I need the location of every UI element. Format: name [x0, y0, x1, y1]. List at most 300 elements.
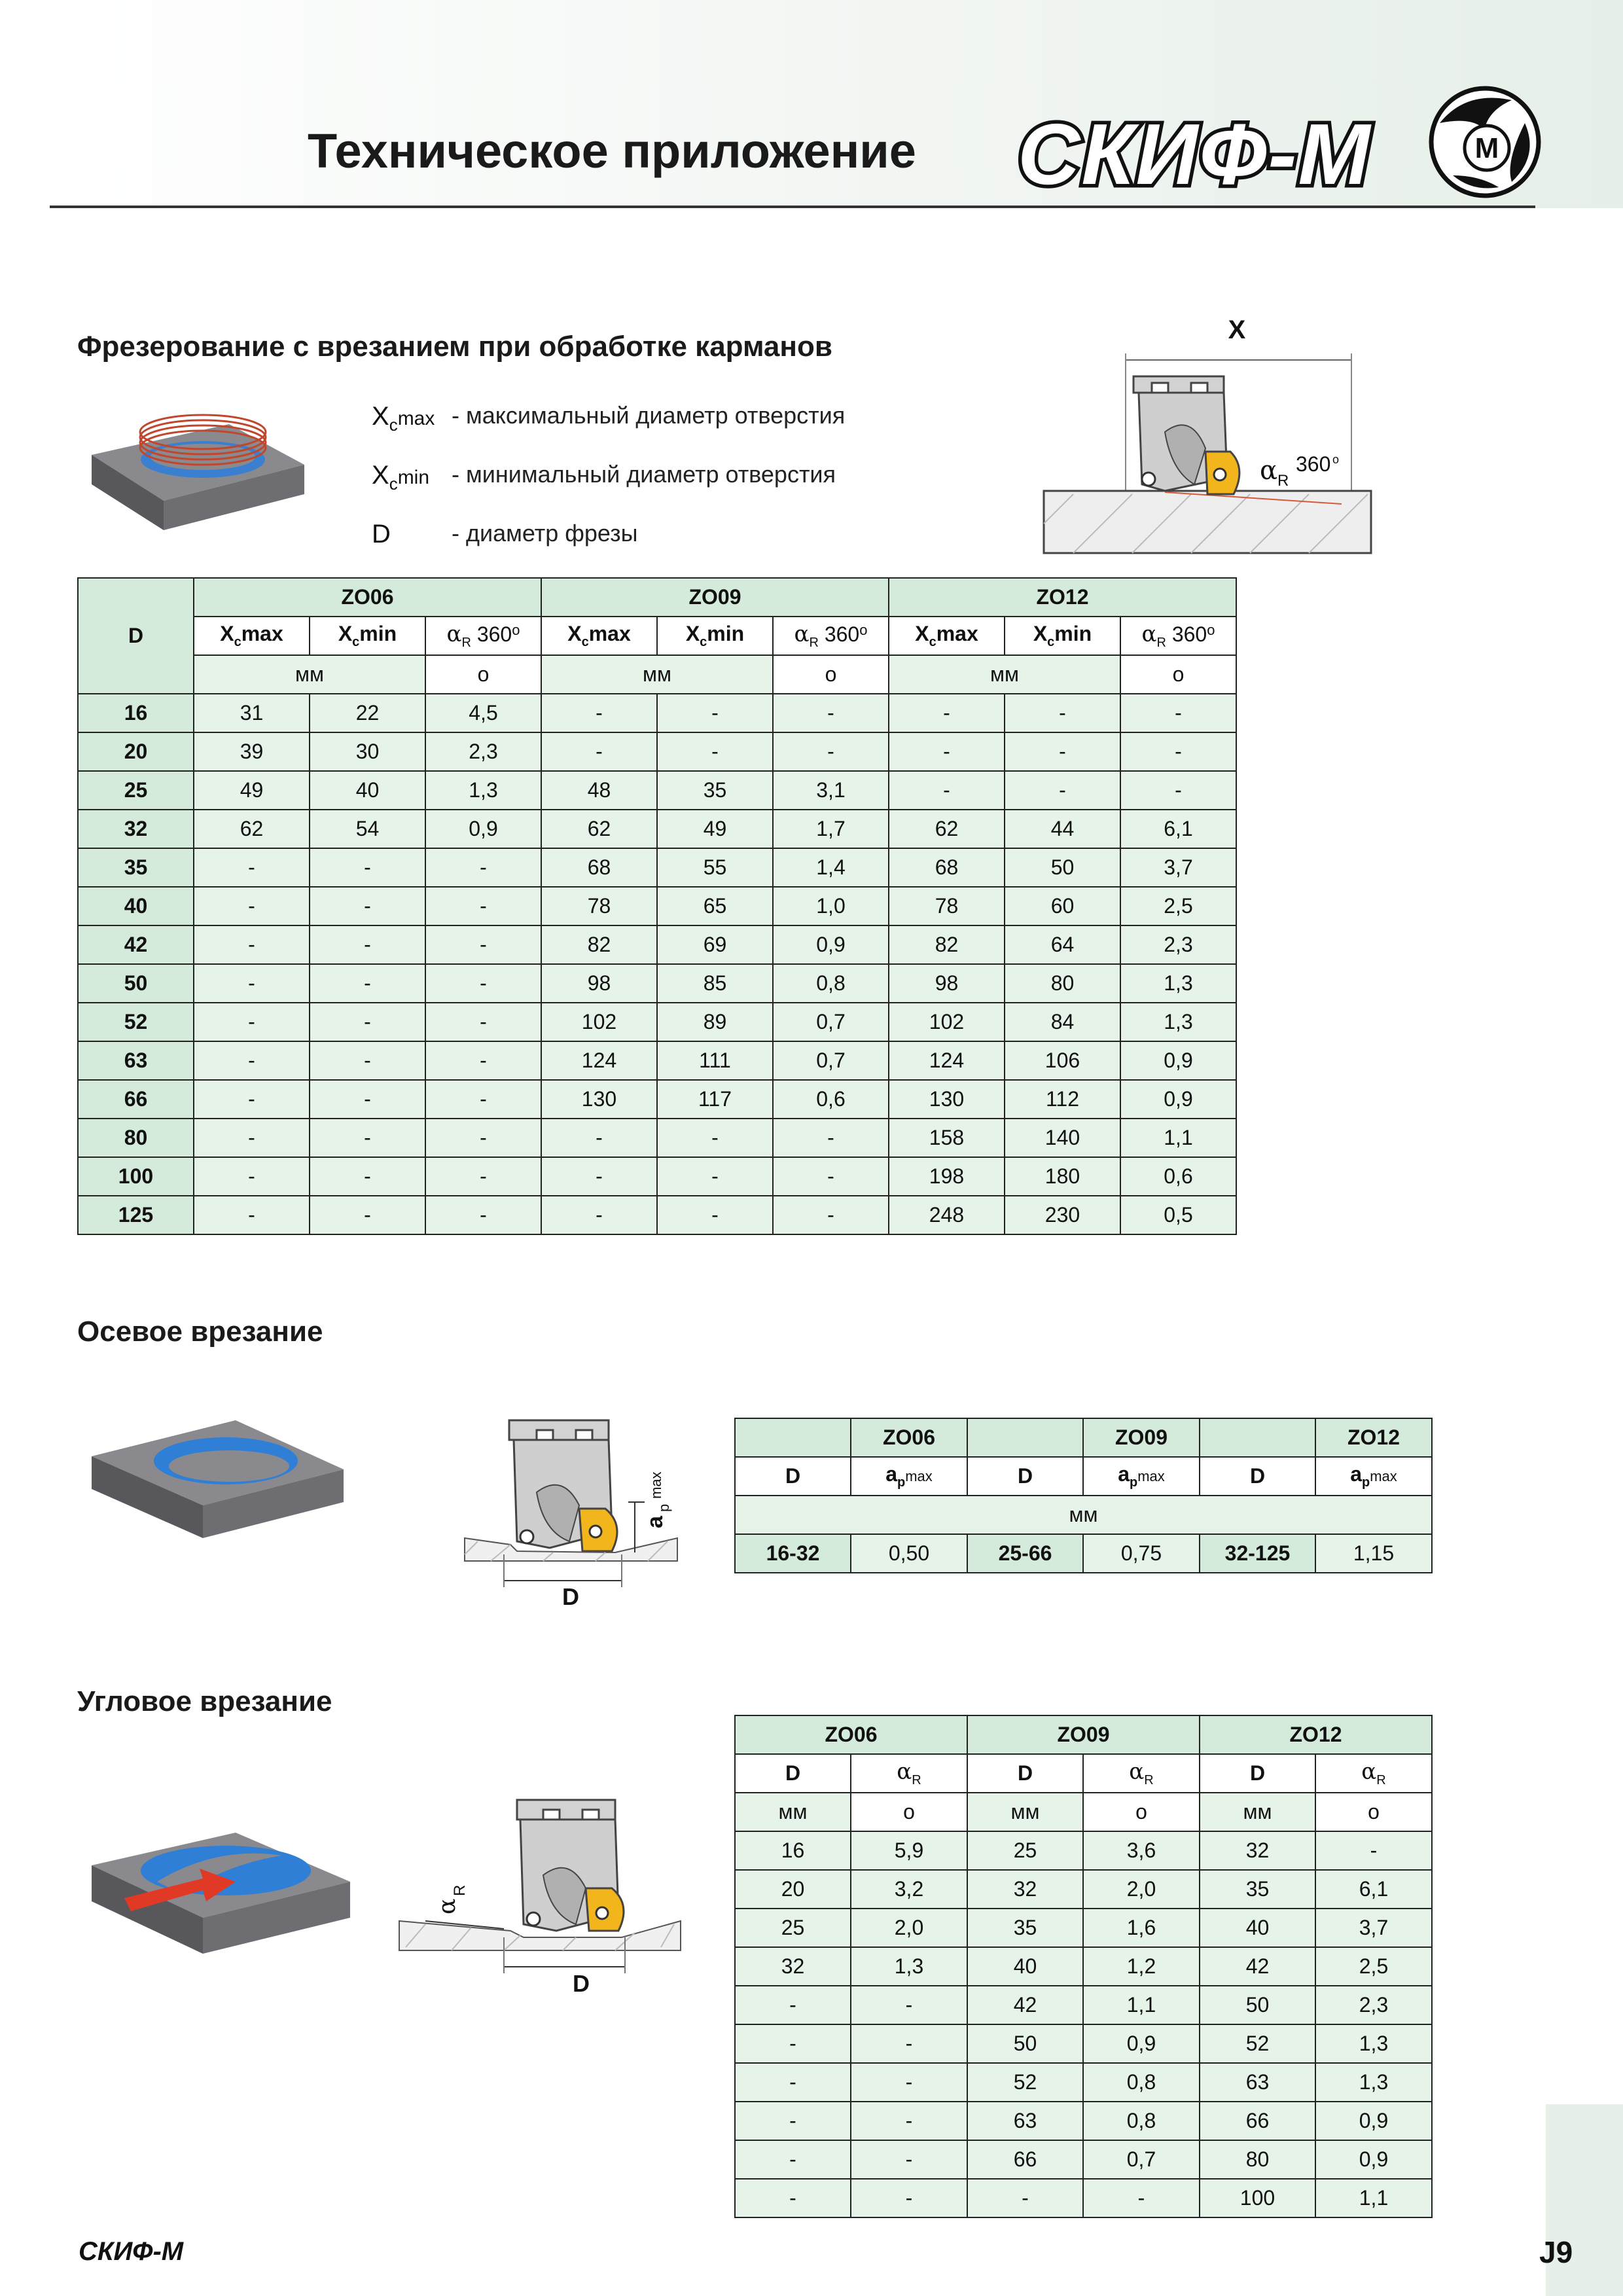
table1-cell: - — [889, 732, 1005, 771]
table2-group-zo06: ZO06 — [851, 1418, 967, 1457]
table1-cell: 230 — [1005, 1196, 1120, 1234]
table3-cell: 25 — [967, 1831, 1083, 1870]
section1-title: Фрезерование с врезанием при обработке карманов — [77, 331, 832, 363]
table1-cell: 48 — [541, 771, 657, 810]
table3-group-zo09: ZO09 — [967, 1715, 1200, 1754]
table2-unit: мм — [735, 1496, 1432, 1534]
table3-cell: 2,0 — [1083, 1870, 1200, 1909]
diagram-d-label: D — [562, 1583, 579, 1610]
table1-col-xcmin: $X_c\min$ — [1005, 617, 1120, 655]
table3-cell: 1,3 — [851, 1947, 967, 1986]
page-title: Техническое приложение — [308, 124, 916, 178]
page-number: J9 — [1539, 2235, 1573, 2269]
table1-cell: - — [1005, 694, 1120, 732]
table2-col-d: D — [967, 1457, 1083, 1496]
table1-cell: - — [773, 732, 889, 771]
table1-cell: - — [310, 1080, 425, 1119]
table1-cell: 84 — [1005, 1003, 1120, 1041]
table1-cell: 102 — [541, 1003, 657, 1041]
table1-cell: 3,7 — [1120, 848, 1236, 887]
table1-cell: 62 — [194, 810, 310, 848]
ramp-entry-table — [734, 1715, 1433, 2218]
table3-unit-deg: o — [851, 1793, 967, 1831]
table1-row-d: 35 — [78, 848, 194, 887]
table1-cell: - — [194, 848, 310, 887]
table1-cell: 0,6 — [773, 1080, 889, 1119]
logo-emblem-icon — [1427, 84, 1543, 200]
logo-text: СКИФ-М — [1018, 106, 1372, 202]
ramp-cutter-diagram — [393, 1790, 700, 2000]
table1-row-d: 25 — [78, 771, 194, 810]
table1-cell: 1,3 — [1120, 1003, 1236, 1041]
legend-xcmin-symbol: $X_c\min$ — [372, 461, 430, 493]
table1-cell: - — [194, 1080, 310, 1119]
svg-text:max: max — [648, 1471, 664, 1499]
table3-col-alpha: $\alpha_R$ — [1315, 1754, 1432, 1793]
table1-cell: - — [194, 1003, 310, 1041]
table1-cell: - — [541, 732, 657, 771]
table1-cell: 130 — [541, 1080, 657, 1119]
table1-cell: - — [425, 1041, 541, 1080]
table1-cell: - — [194, 1041, 310, 1080]
table3-col-d: D — [735, 1754, 851, 1793]
table1-cell: 0,5 — [1120, 1196, 1236, 1234]
table1-cell: 0,9 — [425, 810, 541, 848]
table1-cell: 62 — [889, 810, 1005, 848]
table1-cell: - — [889, 771, 1005, 810]
table1-cell: 0,9 — [1120, 1041, 1236, 1080]
table1-row — [78, 1196, 1236, 1234]
table1-cell: 60 — [1005, 887, 1120, 925]
table1-row — [78, 1080, 1236, 1119]
table1-cell: - — [657, 1196, 773, 1234]
table3-unit-mm: мм — [967, 1793, 1083, 1831]
table3-cell: 1,3 — [1315, 2024, 1432, 2063]
table1-row-d: 32 — [78, 810, 194, 848]
table3-cell: 1,3 — [1315, 2063, 1432, 2102]
table2-cell: 0,75 — [1083, 1534, 1200, 1573]
pocket-block-illustration — [85, 393, 308, 533]
svg-text:R: R — [451, 1884, 469, 1896]
table1-cell: 1,4 — [773, 848, 889, 887]
table1-row-d: 40 — [78, 887, 194, 925]
logo-letter: М — [1474, 132, 1499, 164]
table3-cell: 80 — [1200, 2140, 1315, 2179]
table1-cell: - — [310, 1119, 425, 1157]
table1-cell: 117 — [657, 1080, 773, 1119]
legend-xcmax-text: - максимальный диаметр отверстия — [452, 402, 846, 429]
table3-cell: 35 — [1200, 1870, 1315, 1909]
table3-group-zo06: ZO06 — [735, 1715, 967, 1754]
table3-cell: 3,2 — [851, 1870, 967, 1909]
table1-cell: - — [310, 1041, 425, 1080]
table3-col-d: D — [1200, 1754, 1315, 1793]
table1-cell: - — [1005, 771, 1120, 810]
table1-col-xcmax: $X_c\max$ — [194, 617, 310, 655]
table1-cell: - — [657, 732, 773, 771]
table1-group-zo09: ZO09 — [541, 578, 889, 617]
table1-row-d: 63 — [78, 1041, 194, 1080]
table3-cell: 50 — [1200, 1986, 1315, 2024]
table1-cell: - — [194, 1119, 310, 1157]
table1-cell: - — [194, 1157, 310, 1196]
table3-cell: - — [851, 2102, 967, 2140]
table1-group-zo12: ZO12 — [889, 578, 1236, 617]
table2-col-apmax: $a_p\max$ — [1083, 1457, 1200, 1496]
table1-row-d: 20 — [78, 732, 194, 771]
table3-cell: 20 — [735, 1870, 851, 1909]
table1-cell: - — [194, 887, 310, 925]
table1-cell: 22 — [310, 694, 425, 732]
table1-cell: 40 — [310, 771, 425, 810]
legend-d-text: - диаметр фрезы — [452, 520, 638, 547]
table1-cell: 2,3 — [425, 732, 541, 771]
table3-cell: 2,3 — [1315, 1986, 1432, 2024]
svg-text:o: o — [1332, 453, 1340, 466]
axial-block-illustration — [85, 1407, 347, 1541]
table2-col-apmax: $a_p\max$ — [851, 1457, 967, 1496]
table1-cell: 69 — [657, 925, 773, 964]
table3-cell: 66 — [1200, 2102, 1315, 2140]
svg-text:R: R — [1277, 472, 1289, 490]
table3-unit-deg: o — [1083, 1793, 1200, 1831]
table1-cell: 3,1 — [773, 771, 889, 810]
table3-cell: - — [735, 2102, 851, 2140]
table1-cell: - — [657, 1157, 773, 1196]
table1-cell: - — [425, 1080, 541, 1119]
table1-cell: 50 — [1005, 848, 1120, 887]
table3-cell: - — [851, 2063, 967, 2102]
table1-cell: 0,8 — [773, 964, 889, 1003]
table3-cell: 6,1 — [1315, 1870, 1432, 1909]
table1-body — [78, 694, 1236, 1234]
table1-unit-deg: o — [1120, 655, 1236, 694]
table1-cell: - — [773, 1196, 889, 1234]
table3-cell: - — [1083, 2179, 1200, 2217]
table1-row-d: 52 — [78, 1003, 194, 1041]
table3-cell: 2,5 — [1315, 1947, 1432, 1986]
table3-cell: 3,6 — [1083, 1831, 1200, 1870]
table3-row — [735, 2179, 1432, 2217]
table1-col-alpha: $\alpha_R$ 360$^o$ — [425, 617, 541, 655]
table3-cell: - — [851, 1986, 967, 2024]
table3-unit-deg: o — [1315, 1793, 1432, 1831]
table1-cell: - — [773, 1157, 889, 1196]
table1-cell: 124 — [889, 1041, 1005, 1080]
footer-brand: СКИФ-М — [79, 2237, 184, 2266]
table1-cell: 85 — [657, 964, 773, 1003]
table1-cell: - — [425, 887, 541, 925]
table1-cell: - — [773, 1119, 889, 1157]
table1-col-xcmax: $X_c\max$ — [541, 617, 657, 655]
table1-d-header: D — [78, 578, 194, 694]
table1-row-d: 80 — [78, 1119, 194, 1157]
table1-row — [78, 887, 1236, 925]
table3-row — [735, 2024, 1432, 2063]
table1-cell: - — [889, 694, 1005, 732]
table3-cell: 40 — [1200, 1909, 1315, 1947]
table1-cell: 80 — [1005, 964, 1120, 1003]
table1-col-alpha: $\alpha_R$ 360$^o$ — [1120, 617, 1236, 655]
table2-cell: 16-32 — [735, 1534, 851, 1573]
table1-cell: 65 — [657, 887, 773, 925]
table1-unit-mm: мм — [541, 655, 773, 694]
table3-cell: 0,8 — [1083, 2102, 1200, 2140]
table1-cell: 54 — [310, 810, 425, 848]
table2-col-apmax: $a_p\max$ — [1315, 1457, 1432, 1496]
ramp-block-illustration — [85, 1820, 353, 1960]
header-rule — [50, 206, 1535, 208]
table2-col-d: D — [735, 1457, 851, 1496]
table3-cell: 0,7 — [1083, 2140, 1200, 2179]
table3-row — [735, 1870, 1432, 1909]
table3-cell: 32 — [967, 1870, 1083, 1909]
table1-cell: - — [194, 925, 310, 964]
table3-cell: - — [967, 2179, 1083, 2217]
table1-cell: 6,1 — [1120, 810, 1236, 848]
table1-cell: 2,3 — [1120, 925, 1236, 964]
table1-cell: 198 — [889, 1157, 1005, 1196]
table1-row — [78, 848, 1236, 887]
table3-cell: - — [851, 2140, 967, 2179]
table3-cell: 0,9 — [1315, 2140, 1432, 2179]
table1-row — [78, 771, 1236, 810]
table1-cell: 68 — [541, 848, 657, 887]
table3-cell: - — [851, 2179, 967, 2217]
table1-cell: 0,7 — [773, 1003, 889, 1041]
table1-cell: - — [310, 1157, 425, 1196]
table1-row — [78, 732, 1236, 771]
table3-cell: 100 — [1200, 2179, 1315, 2217]
table1-cell: - — [425, 1196, 541, 1234]
table1-cell: 39 — [194, 732, 310, 771]
table1-cell: - — [194, 1196, 310, 1234]
table1-unit-mm: мм — [194, 655, 425, 694]
table2-cell: 0,50 — [851, 1534, 967, 1573]
table3-cell: 32 — [1200, 1831, 1315, 1870]
table1-cell: 180 — [1005, 1157, 1120, 1196]
table1-col-xcmax: $X_c\max$ — [889, 617, 1005, 655]
table1-cell: - — [310, 1196, 425, 1234]
table3-cell: - — [1315, 1831, 1432, 1870]
table3-cell: 40 — [967, 1947, 1083, 1986]
table3-cell: 35 — [967, 1909, 1083, 1947]
table1-cell: - — [541, 1119, 657, 1157]
table3-cell: 0,9 — [1315, 2102, 1432, 2140]
table3-cell: 63 — [1200, 2063, 1315, 2102]
table1-cell: 98 — [889, 964, 1005, 1003]
table1-cell: 112 — [1005, 1080, 1120, 1119]
table3-col-alpha: $\alpha_R$ — [1083, 1754, 1200, 1793]
table3-cell: 0,8 — [1083, 2063, 1200, 2102]
table1-cell: 89 — [657, 1003, 773, 1041]
table1-unit-mm: мм — [889, 655, 1120, 694]
table3-row — [735, 1831, 1432, 1870]
table3-cell: 42 — [1200, 1947, 1315, 1986]
table1-cell: 130 — [889, 1080, 1005, 1119]
table3-cell: 2,0 — [851, 1909, 967, 1947]
table1-row-d: 125 — [78, 1196, 194, 1234]
table1-cell: 0,6 — [1120, 1157, 1236, 1196]
svg-text:p: p — [656, 1503, 672, 1512]
table3-row — [735, 2102, 1432, 2140]
table1-row — [78, 964, 1236, 1003]
table3-row — [735, 2140, 1432, 2179]
table1-col-alpha: $\alpha_R$ 360$^o$ — [773, 617, 889, 655]
table1-cell: - — [425, 1003, 541, 1041]
table1-cell: 248 — [889, 1196, 1005, 1234]
table1-cell: - — [425, 848, 541, 887]
table3-col-alpha: $\alpha_R$ — [851, 1754, 967, 1793]
table1-cell: 62 — [541, 810, 657, 848]
table1-row-d: 66 — [78, 1080, 194, 1119]
table1-cell: - — [310, 887, 425, 925]
table1-unit-deg: o — [773, 655, 889, 694]
table2-cell: 1,15 — [1315, 1534, 1432, 1573]
diagram-x-label: X — [1228, 315, 1246, 344]
axial-entry-table — [734, 1418, 1433, 1573]
table3-col-d: D — [967, 1754, 1083, 1793]
table2-group-zo09: ZO09 — [1083, 1418, 1200, 1457]
legend-xcmax-symbol: $X_c\max$ — [372, 402, 435, 435]
table1-cell: 31 — [194, 694, 310, 732]
table1-cell: - — [310, 1003, 425, 1041]
table1-row — [78, 810, 1236, 848]
table1-cell: 64 — [1005, 925, 1120, 964]
table1-col-xcmin: $X_c\min$ — [657, 617, 773, 655]
table1-cell: 82 — [889, 925, 1005, 964]
table3-row — [735, 1947, 1432, 1986]
table1-cell: - — [310, 964, 425, 1003]
table1-cell: 30 — [310, 732, 425, 771]
table1-cell: - — [657, 1119, 773, 1157]
table1-row — [78, 1003, 1236, 1041]
table2-cell: 25-66 — [967, 1534, 1083, 1573]
table3-row — [735, 2063, 1432, 2102]
table1-cell: 68 — [889, 848, 1005, 887]
table1-cell: 1,7 — [773, 810, 889, 848]
table1-row-d: 50 — [78, 964, 194, 1003]
table1-cell: 106 — [1005, 1041, 1120, 1080]
table1-cell: 55 — [657, 848, 773, 887]
table3-cell: 52 — [1200, 2024, 1315, 2063]
table1-cell: 1,3 — [1120, 964, 1236, 1003]
table3-cell: 25 — [735, 1909, 851, 1947]
table1-cell: 78 — [541, 887, 657, 925]
table1-cell: 111 — [657, 1041, 773, 1080]
table1-cell: - — [1120, 732, 1236, 771]
table1-row — [78, 1041, 1236, 1080]
table3-cell: - — [735, 1986, 851, 2024]
table3-cell: 42 — [967, 1986, 1083, 2024]
pocket-milling-table — [77, 577, 1237, 1235]
table1-cell: 4,5 — [425, 694, 541, 732]
table1-cell: 98 — [541, 964, 657, 1003]
table3-cell: 1,2 — [1083, 1947, 1200, 1986]
svg-text:360: 360 — [1296, 452, 1331, 476]
table1-cell: - — [310, 925, 425, 964]
table3-body — [735, 1831, 1432, 2217]
table1-cell: - — [1005, 732, 1120, 771]
table1-row — [78, 1157, 1236, 1196]
diagram-d-label: D — [573, 1970, 590, 1997]
table3-unit-mm: мм — [1200, 1793, 1315, 1831]
table1-cell: 2,5 — [1120, 887, 1236, 925]
table3-cell: - — [735, 2024, 851, 2063]
table1-cell: 124 — [541, 1041, 657, 1080]
diagram-alpha-label: α — [1260, 456, 1278, 486]
table1-cell: 49 — [194, 771, 310, 810]
table1-row — [78, 694, 1236, 732]
table2-col-d: D — [1200, 1457, 1315, 1496]
table3-cell: 1,6 — [1083, 1909, 1200, 1947]
table1-cell: 82 — [541, 925, 657, 964]
table1-col-xcmin: $X_c\min$ — [310, 617, 425, 655]
table3-cell: - — [735, 2063, 851, 2102]
table1-cell: 0,7 — [773, 1041, 889, 1080]
table3-row — [735, 1909, 1432, 1947]
table1-cell: 1,0 — [773, 887, 889, 925]
table3-cell: 66 — [967, 2140, 1083, 2179]
ramping-cutter-diagram — [1034, 308, 1387, 556]
table1-cell: 102 — [889, 1003, 1005, 1041]
table3-cell: 1,1 — [1083, 1986, 1200, 2024]
table1-cell: - — [425, 1157, 541, 1196]
table3-cell: 3,7 — [1315, 1909, 1432, 1947]
table3-cell: 1,1 — [1315, 2179, 1432, 2217]
table1-cell: 49 — [657, 810, 773, 848]
legend-xcmin-text: - минимальный диаметр отверстия — [452, 461, 836, 488]
table2-group-zo12: ZO12 — [1315, 1418, 1432, 1457]
table1-cell: 0,9 — [773, 925, 889, 964]
table1-cell: - — [541, 694, 657, 732]
diagram-ap-label: a — [643, 1516, 668, 1528]
table1-cell: - — [194, 964, 310, 1003]
table1-row — [78, 925, 1236, 964]
table1-row-d: 16 — [78, 694, 194, 732]
axial-cutter-diagram — [452, 1414, 700, 1610]
table1-cell: 140 — [1005, 1119, 1120, 1157]
table3-cell: 0,9 — [1083, 2024, 1200, 2063]
section3-title: Угловое врезание — [77, 1685, 332, 1717]
table3-cell: - — [735, 2140, 851, 2179]
table1-cell: - — [310, 848, 425, 887]
table1-cell: - — [541, 1157, 657, 1196]
table3-cell: 32 — [735, 1947, 851, 1986]
table1-group-zo06: ZO06 — [194, 578, 541, 617]
table1-cell: - — [657, 694, 773, 732]
table3-unit-mm: мм — [735, 1793, 851, 1831]
table3-cell: 63 — [967, 2102, 1083, 2140]
table1-cell: 35 — [657, 771, 773, 810]
table3-cell: - — [735, 2179, 851, 2217]
table1-cell: 1,1 — [1120, 1119, 1236, 1157]
table1-cell: - — [1120, 694, 1236, 732]
table3-group-zo12: ZO12 — [1200, 1715, 1432, 1754]
table1-row-d: 42 — [78, 925, 194, 964]
table3-cell: 50 — [967, 2024, 1083, 2063]
table1-cell: 158 — [889, 1119, 1005, 1157]
table3-cell: - — [851, 2024, 967, 2063]
table1-cell: - — [541, 1196, 657, 1234]
table2-cell: 32-125 — [1200, 1534, 1315, 1573]
table1-cell: 0,9 — [1120, 1080, 1236, 1119]
table1-cell: 1,3 — [425, 771, 541, 810]
table1-row — [78, 1119, 1236, 1157]
table1-cell: - — [425, 1119, 541, 1157]
table1-row-d: 100 — [78, 1157, 194, 1196]
diagram-alpha-r-label: α — [434, 1898, 461, 1914]
